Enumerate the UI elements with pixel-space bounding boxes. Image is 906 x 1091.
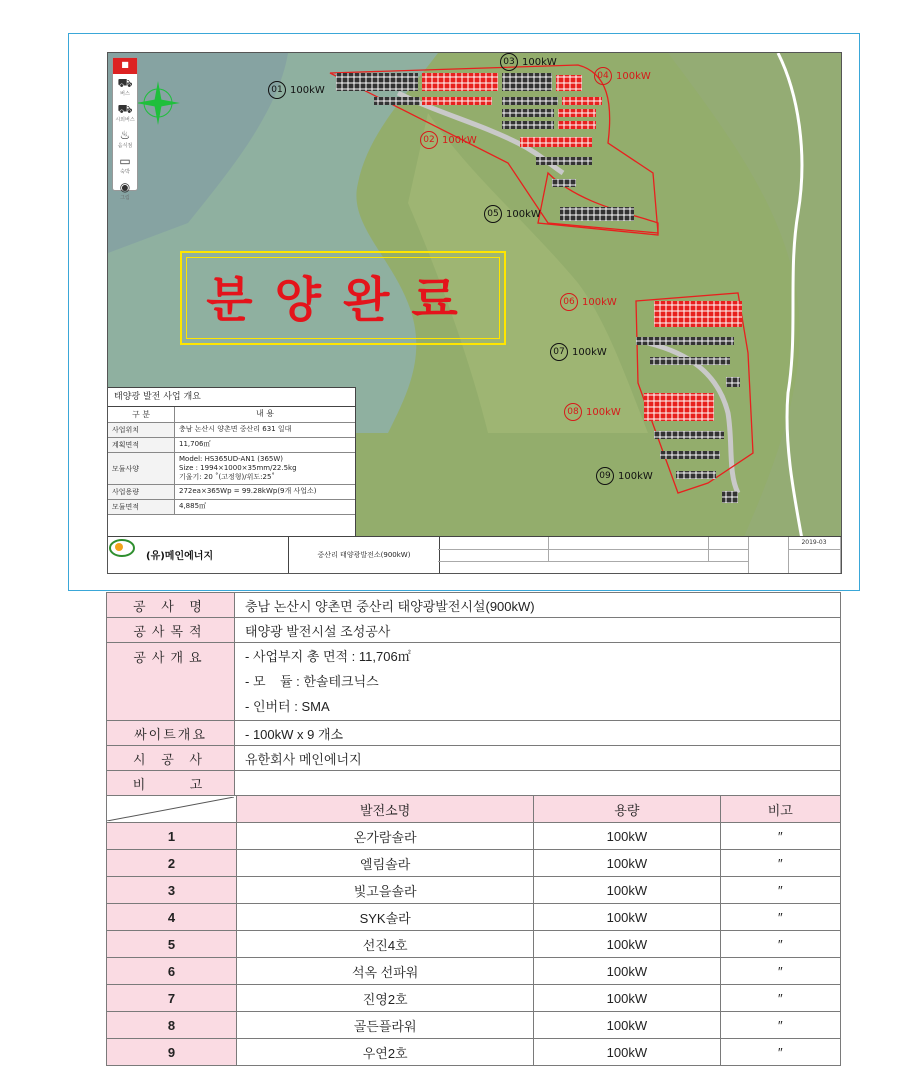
row-index: 6 bbox=[107, 958, 237, 985]
info-value: 유한회사 메인에너지 bbox=[235, 746, 841, 771]
plant-note: ″ bbox=[720, 958, 840, 985]
site-map bbox=[107, 52, 842, 574]
row-index: 8 bbox=[107, 1012, 237, 1039]
column-header: 비고 bbox=[720, 796, 840, 823]
project-summary-panel bbox=[108, 387, 356, 538]
info-value: - 100kW x 9 개소 bbox=[235, 721, 841, 746]
summary-row: 모듈면적 4,885㎡ bbox=[108, 500, 355, 515]
diagonal-header-cell bbox=[107, 796, 237, 823]
restaurant-icon[interactable]: ♨ 음식점 bbox=[117, 128, 133, 149]
table-row bbox=[107, 771, 841, 796]
plant-name: 빛고을솔라 bbox=[237, 877, 534, 904]
plant-capacity: 100kW bbox=[534, 850, 720, 877]
table-row bbox=[107, 618, 841, 643]
table-row bbox=[107, 1012, 841, 1039]
drawing-title-block bbox=[108, 536, 841, 573]
table-row bbox=[107, 877, 841, 904]
site-label-05: 05 100kW bbox=[484, 205, 541, 223]
row-index: 1 bbox=[107, 823, 237, 850]
site-label-01: 01 100kW bbox=[268, 81, 325, 99]
table-row bbox=[107, 1039, 841, 1066]
plant-capacity: 100kW bbox=[534, 931, 720, 958]
intercity-bus-icon[interactable]: ⛟ 시외버스 bbox=[115, 102, 135, 123]
info-key: 시 공 사 bbox=[107, 746, 235, 771]
table-row bbox=[107, 593, 841, 618]
picture-icon[interactable]: ◉ 그림 bbox=[119, 180, 131, 201]
info-key: 공사목적 bbox=[107, 618, 235, 643]
row-index: 3 bbox=[107, 877, 237, 904]
plant-name: 우연2호 bbox=[237, 1039, 534, 1066]
row-index: 4 bbox=[107, 904, 237, 931]
info-value bbox=[235, 771, 841, 796]
site-label-06: 06 100kW bbox=[560, 293, 617, 311]
lodging-icon[interactable]: ▭ 숙박 bbox=[119, 154, 131, 175]
site-label-04: 04 100kW bbox=[594, 67, 651, 85]
company-name: (유)메인에너지 bbox=[146, 551, 214, 562]
plant-note: ″ bbox=[720, 877, 840, 904]
table-row bbox=[107, 746, 841, 771]
row-index: 2 bbox=[107, 850, 237, 877]
summary-row: 계획면적 11,706㎡ bbox=[108, 438, 355, 453]
plant-capacity: 100kW bbox=[534, 877, 720, 904]
diagonal-line bbox=[107, 797, 234, 821]
table-row bbox=[107, 958, 841, 985]
drawing-project-name: 중산리 태양광발전소(900kW) bbox=[288, 537, 440, 573]
map-toolbar-logo[interactable]: ■ bbox=[113, 58, 137, 74]
map-toolbar bbox=[112, 57, 138, 201]
plant-name: SYK솔라 bbox=[237, 904, 534, 931]
plant-capacity: 100kW bbox=[534, 1039, 720, 1066]
plant-name: 선진4호 bbox=[237, 931, 534, 958]
plant-capacity: 100kW bbox=[534, 985, 720, 1012]
table-header-row bbox=[107, 796, 841, 823]
table-row bbox=[107, 643, 841, 721]
plant-name: 골든플라워 bbox=[237, 1012, 534, 1039]
table-row bbox=[107, 850, 841, 877]
power-plant-table bbox=[106, 795, 841, 1066]
company-logo-icon bbox=[108, 537, 136, 559]
plant-name: 진영2호 bbox=[237, 985, 534, 1012]
plant-capacity: 100kW bbox=[534, 958, 720, 985]
plant-note: ″ bbox=[720, 850, 840, 877]
row-index: 5 bbox=[107, 931, 237, 958]
site-label-03: 03 100kW bbox=[500, 53, 557, 71]
summary-row: 사업용량 272ea×365Wp = 99.28kWp(9개 사업소) bbox=[108, 485, 355, 500]
table-row bbox=[107, 721, 841, 746]
plant-capacity: 100kW bbox=[534, 1012, 720, 1039]
table-row bbox=[107, 904, 841, 931]
info-value: - 사업부지 총 면적 : 11,706㎡ - 모 듈 : 한솔테크닉스 - 인버터 : SMA bbox=[235, 643, 841, 721]
column-header: 용량 bbox=[534, 796, 720, 823]
table-row bbox=[107, 985, 841, 1012]
plant-note: ″ bbox=[720, 904, 840, 931]
sold-out-stamp bbox=[180, 251, 506, 345]
drawing-date: 2019-03 bbox=[788, 537, 841, 550]
info-key: 비 고 bbox=[107, 771, 235, 796]
site-label-09: 09 100kW bbox=[596, 467, 653, 485]
plant-capacity: 100kW bbox=[534, 823, 720, 850]
plant-note: ″ bbox=[720, 823, 840, 850]
summary-row: 모듈사양 Model: HS365UD-AN1 (365W) Size : 1994×1000×35mm/22.5kg 기울기: 20 ˚(고정형)/위도:25˚ bbox=[108, 453, 355, 485]
site-label-07: 07 100kW bbox=[550, 343, 607, 361]
plant-name: 온가람솔라 bbox=[237, 823, 534, 850]
column-header: 발전소명 bbox=[237, 796, 534, 823]
site-label-08: 08 100kW bbox=[564, 403, 621, 421]
summary-row: 사업위치 충남 논산시 양촌면 중산리 631 일대 bbox=[108, 423, 355, 438]
info-value: 충남 논산시 양촌면 중산리 태양광발전시설(900kW) bbox=[235, 593, 841, 618]
summary-header-row: 구 분 내 용 bbox=[108, 407, 355, 423]
project-info-table bbox=[106, 592, 841, 796]
info-key: 공 사 명 bbox=[107, 593, 235, 618]
table-row bbox=[107, 823, 841, 850]
site-map-frame bbox=[68, 33, 860, 591]
row-index: 9 bbox=[107, 1039, 237, 1066]
info-value: 태양광 발전시설 조성공사 bbox=[235, 618, 841, 643]
plant-note: ″ bbox=[720, 1012, 840, 1039]
summary-title: 태양광 발전 사업 개요 bbox=[108, 388, 355, 407]
table-row bbox=[107, 931, 841, 958]
sold-out-text: 분양완료 bbox=[206, 272, 480, 328]
plant-note: ″ bbox=[720, 985, 840, 1012]
plant-name: 석옥 선파워 bbox=[237, 958, 534, 985]
info-key: 싸이트개요 bbox=[107, 721, 235, 746]
site-label-02: 02 100kW bbox=[420, 131, 477, 149]
row-index: 7 bbox=[107, 985, 237, 1012]
plant-note: ″ bbox=[720, 931, 840, 958]
plant-name: 엘림솔라 bbox=[237, 850, 534, 877]
bus-icon[interactable]: ⛟ 버스 bbox=[117, 76, 133, 97]
title-block-grid bbox=[438, 537, 841, 573]
plant-note: ″ bbox=[720, 1039, 840, 1066]
info-key: 공사개요 bbox=[107, 643, 235, 721]
plant-capacity: 100kW bbox=[534, 904, 720, 931]
